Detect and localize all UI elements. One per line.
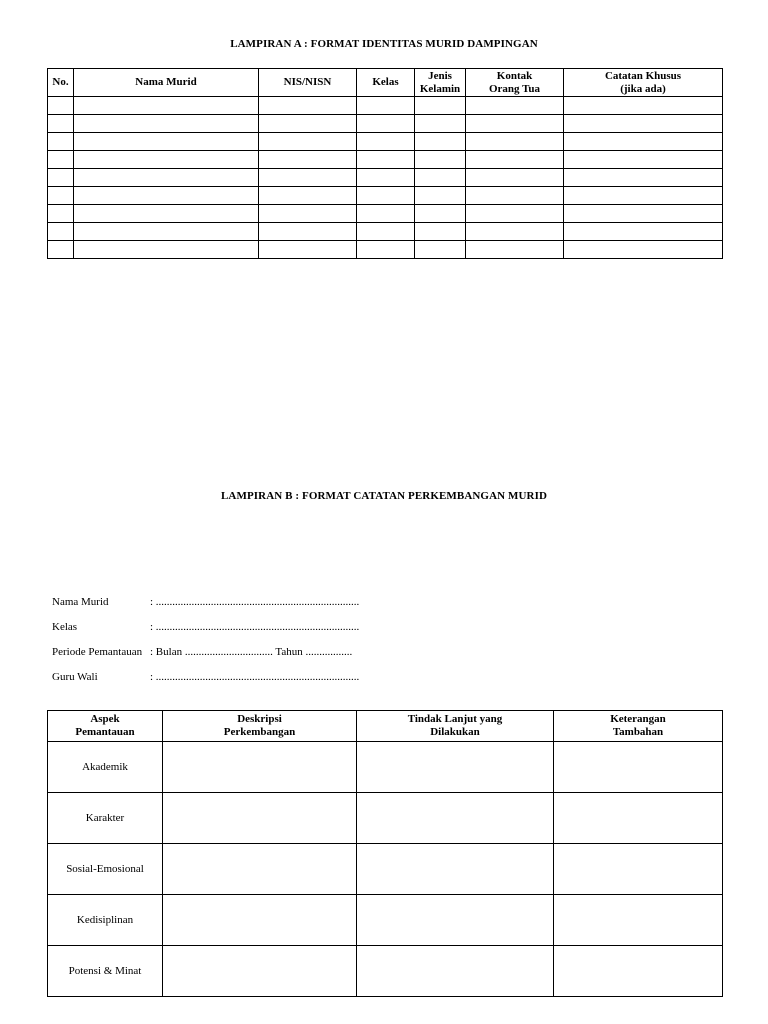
header-keterangan-tambahan: Keterangan Tambahan [554,711,723,742]
identitas-murid-table [47,68,723,259]
field-label: Guru Wali [52,671,98,683]
table-cell[interactable] [466,133,564,151]
table-cell[interactable] [564,187,723,205]
table-cell[interactable] [415,187,466,205]
table-cell[interactable] [48,223,74,241]
table-cell[interactable] [554,793,723,844]
table-row [48,742,723,793]
table-cell[interactable] [259,133,357,151]
table-cell[interactable] [74,223,259,241]
table-cell[interactable] [357,133,415,151]
lampiran-b-title: LAMPIRAN B : FORMAT CATATAN PERKEMBANGAN MURID [220,490,548,502]
aspek-label: Potensi & Minat [48,946,163,997]
table-cell[interactable] [74,133,259,151]
table-cell[interactable] [48,241,74,259]
aspek-label: Karakter [48,793,163,844]
table-cell[interactable] [74,205,259,223]
table-cell[interactable] [554,742,723,793]
table-cell[interactable] [259,205,357,223]
table-cell[interactable] [564,223,723,241]
table-row [48,97,723,115]
table-cell[interactable] [48,133,74,151]
table-cell[interactable] [259,97,357,115]
table-cell[interactable] [466,151,564,169]
table-cell[interactable] [259,241,357,259]
table-cell[interactable] [163,895,357,946]
table-cell[interactable] [357,946,554,997]
field-label: Kelas [52,621,78,633]
table-cell[interactable] [564,115,723,133]
table-row [48,151,723,169]
field-value[interactable]: : .......................................................................... [150,671,360,683]
header-jenis-kelamin: Jenis Kelamin [415,69,466,97]
table-cell[interactable] [415,169,466,187]
field-label: Periode Pemantauan [52,646,143,658]
table-cell[interactable] [163,742,357,793]
table-cell[interactable] [357,241,415,259]
table-cell[interactable] [466,97,564,115]
table-cell[interactable] [415,115,466,133]
table-header-row [48,711,723,742]
header-tindak-lanjut: Tindak Lanjut yang Dilakukan [357,711,554,742]
table-cell[interactable] [357,115,415,133]
header-deskripsi-perkembangan: Deskripsi Perkembangan [163,711,357,742]
field-value[interactable]: : .......................................................................... [150,621,360,633]
table-cell[interactable] [74,241,259,259]
table-cell[interactable] [466,115,564,133]
aspek-label: Kedisiplinan [48,895,163,946]
header-nama-murid: Nama Murid [74,69,259,97]
header-aspek-pemantauan: Aspek Pemantauan [48,711,163,742]
table-cell[interactable] [564,151,723,169]
table-row [48,844,723,895]
table-cell[interactable] [415,133,466,151]
table-cell[interactable] [466,169,564,187]
table-row [48,205,723,223]
header-kontak-orang-tua: Kontak Orang Tua [466,69,564,97]
table-cell[interactable] [259,169,357,187]
table-cell[interactable] [357,187,415,205]
table-cell[interactable] [466,241,564,259]
header-nis-nisn: NIS/NISN [259,69,357,97]
table-row [48,946,723,997]
table-cell[interactable] [74,151,259,169]
lampiran-a-title: LAMPIRAN A : FORMAT IDENTITAS MURID DAMPINGAN [230,38,538,50]
table-cell[interactable] [259,115,357,133]
table-cell[interactable] [554,895,723,946]
table-cell[interactable] [74,97,259,115]
table-cell[interactable] [415,205,466,223]
field-value[interactable]: : Bulan ................................ Tahun ................. [150,646,353,658]
table-row [48,115,723,133]
table-cell[interactable] [415,151,466,169]
table-row [48,169,723,187]
table-cell[interactable] [564,133,723,151]
table-row [48,241,723,259]
table-row [48,187,723,205]
table-cell[interactable] [357,169,415,187]
field-value[interactable]: : .......................................................................... [150,596,360,608]
table-cell[interactable] [48,151,74,169]
table-cell[interactable] [48,169,74,187]
table-row [48,223,723,241]
table-cell[interactable] [259,151,357,169]
table-cell[interactable] [357,151,415,169]
table-cell[interactable] [74,115,259,133]
field-label: Nama Murid [52,596,109,608]
table-cell[interactable] [564,205,723,223]
table-row [48,895,723,946]
table-cell[interactable] [357,97,415,115]
table-cell[interactable] [357,742,554,793]
table-cell[interactable] [163,844,357,895]
table-cell[interactable] [74,169,259,187]
header-kelas: Kelas [357,69,415,97]
table-cell[interactable] [466,223,564,241]
table-cell[interactable] [48,205,74,223]
table-cell[interactable] [554,844,723,895]
table-cell[interactable] [163,946,357,997]
table-header-row [48,69,723,97]
aspek-label: Akademik [48,742,163,793]
table-row [48,133,723,151]
table-cell[interactable] [415,223,466,241]
table-cell[interactable] [48,97,74,115]
table-cell[interactable] [259,187,357,205]
table-cell[interactable] [259,223,357,241]
table-cell[interactable] [163,793,357,844]
catatan-perkembangan-table [47,710,723,997]
table-cell[interactable] [74,187,259,205]
table-cell[interactable] [466,187,564,205]
table-cell[interactable] [554,946,723,997]
table-cell[interactable] [48,187,74,205]
table-cell[interactable] [415,241,466,259]
table-cell[interactable] [48,115,74,133]
header-no: No. [48,69,74,97]
aspek-label: Sosial-Emosional [48,844,163,895]
table-cell[interactable] [357,223,415,241]
table-cell[interactable] [357,895,554,946]
table-cell[interactable] [415,97,466,115]
table-cell[interactable] [564,97,723,115]
table-cell[interactable] [466,205,564,223]
table-row [48,793,723,844]
table-cell[interactable] [564,241,723,259]
header-catatan-khusus: Catatan Khusus (jika ada) [564,69,723,97]
table-cell[interactable] [357,205,415,223]
table-cell[interactable] [357,793,554,844]
table-cell[interactable] [357,844,554,895]
table-cell[interactable] [564,169,723,187]
